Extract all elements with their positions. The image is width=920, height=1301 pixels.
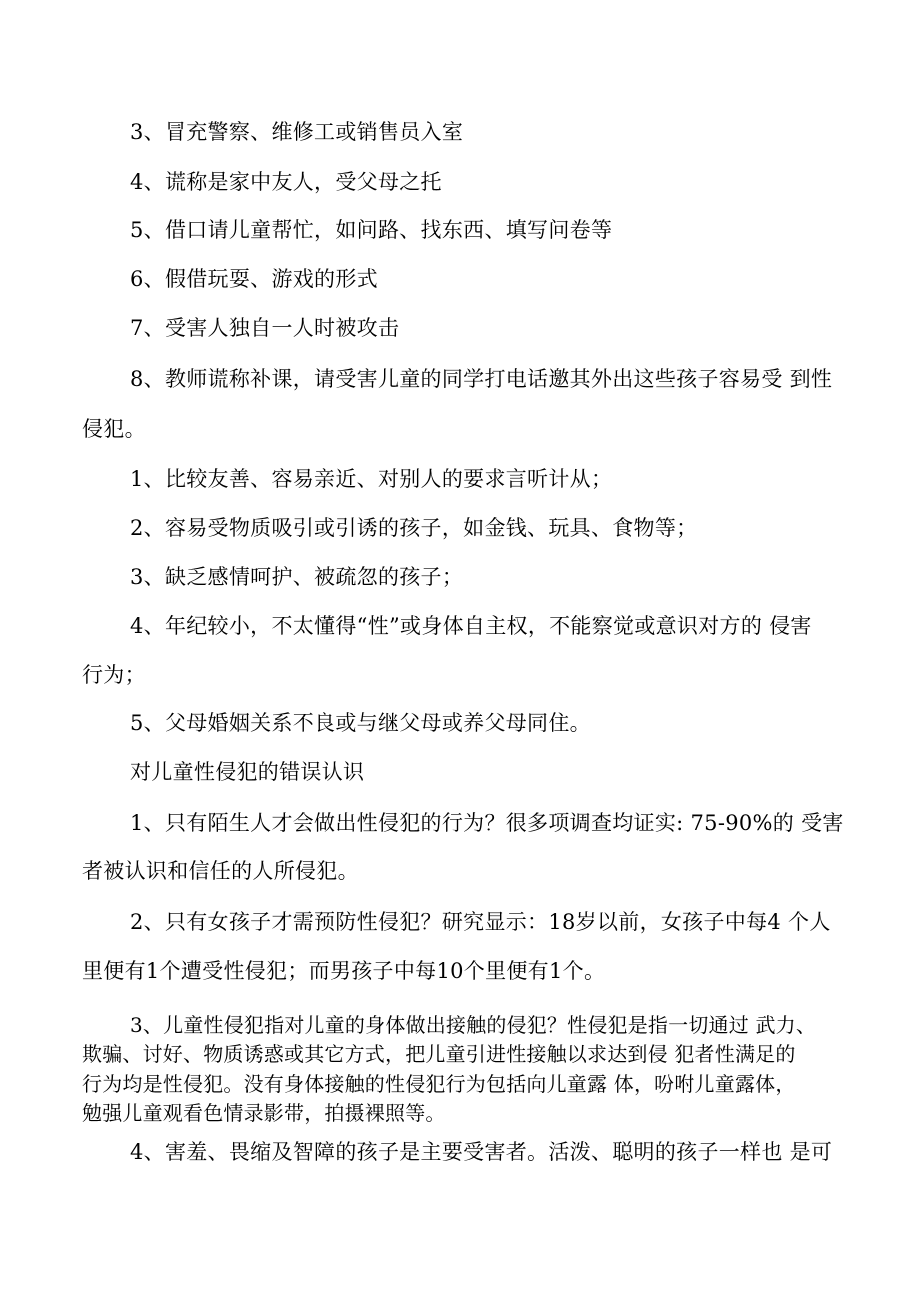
- text-line: 4、年纪较小，不太懂得“性”或身体自主权，不能察觉或意识对方的 侵害: [130, 614, 812, 638]
- text-line: 5、父母婚姻关系不良或与继父母或养父母同住。: [130, 711, 591, 735]
- text-line: 1、只有陌生人才会做出性侵犯的行为？很多项调查均证实: 75-90%的 受害: [130, 811, 844, 835]
- text-line: 里便有1个遭受性侵犯；而男孩子中每10个里便有1个。: [82, 959, 606, 983]
- text-line: 行为均是性侵犯。没有身体接触的性侵犯行为包括向儿童露 体，吩咐儿童露体，: [82, 1072, 796, 1096]
- text-line: 3、儿童性侵犯指对儿童的身体做出接触的侵犯？性侵犯是指一切通过 武力、: [130, 1013, 817, 1037]
- text-line: 6、假借玩耍、游戏的形式: [130, 267, 378, 291]
- text-line: 者被认识和信任的人所侵犯。: [82, 859, 359, 883]
- text-line: 5、借口请儿童帮忙，如问路、找东西、填写问卷等: [130, 218, 613, 242]
- text-line: 勉强儿童观看色情录影带，拍摄裸照等。: [82, 1101, 446, 1125]
- text-line: 1、比较友善、容易亲近、对别人的要求言听计从；: [130, 467, 613, 491]
- text-line: 7、受害人独自一人时被攻击: [130, 316, 400, 340]
- section-heading: 对儿童性侵犯的错误认识: [130, 760, 365, 784]
- text-line: 3、冒充警察、维修工或销售员入室: [130, 120, 464, 144]
- text-line: 侵犯。: [82, 417, 146, 441]
- text-line: 行为；: [82, 663, 146, 687]
- text-line: 2、容易受物质吸引或引诱的孩子，如金钱、玩具、食物等；: [130, 516, 698, 540]
- text-line: 3、缺乏感情呵护、被疏忽的孩子；: [130, 565, 464, 589]
- text-line: 欺骗、讨好、物质诱惑或其它方式，把儿童引进性接触以求达到侵 犯者性满足的: [82, 1042, 796, 1066]
- text-line: 8、教师谎称补课，请受害儿童的同学打电话邀其外出这些孩子容易受 到性: [130, 367, 833, 391]
- text-line: 2、只有女孩子才需预防性侵犯？研究显示：18岁以前，女孩子中每4 个人: [130, 910, 831, 934]
- text-line: 4、害羞、畏缩及智障的孩子是主要受害者。活泼、聪明的孩子一样也 是可: [130, 1140, 833, 1164]
- text-line: 4、谎称是家中友人，受父母之托: [130, 170, 442, 194]
